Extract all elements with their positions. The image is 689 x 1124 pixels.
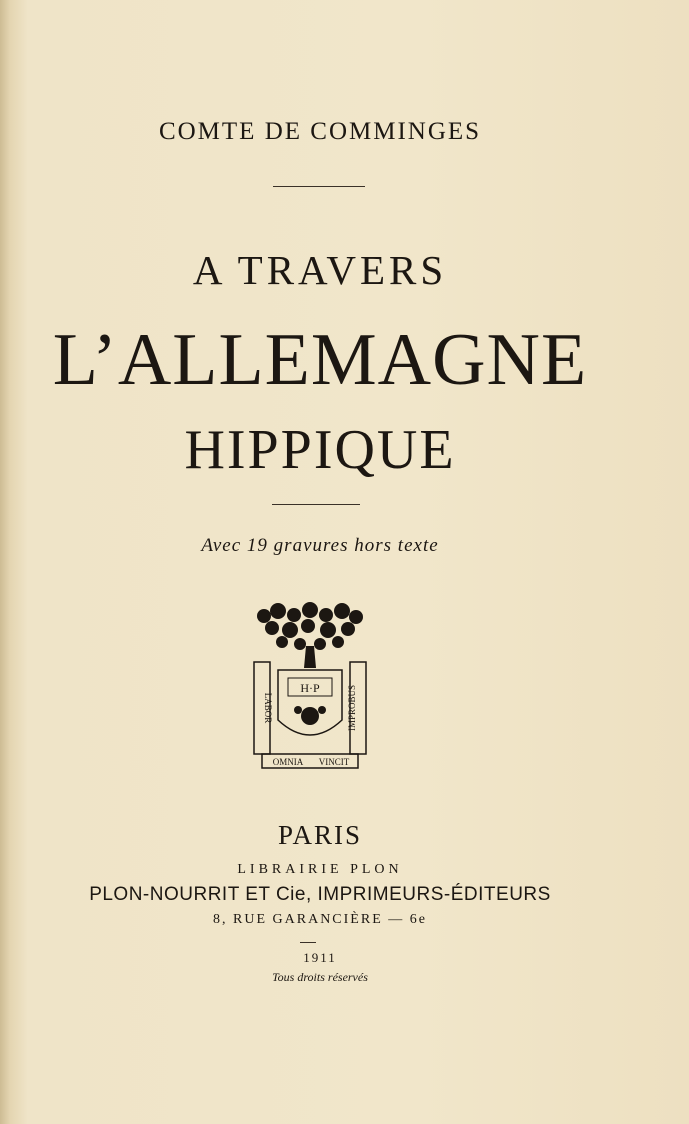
title-line-2: L’ALLEMAGNE	[52, 319, 588, 401]
publisher-emblem-icon	[248, 602, 372, 774]
divider-rule	[300, 942, 316, 943]
emblem-motto-left: LABOR	[263, 692, 273, 724]
imprint-printers: PLON-NOURRIT ET Cie, IMPRIMEURS-ÉDITEURS	[89, 884, 551, 905]
imprint-year: 1911	[303, 950, 337, 965]
emblem-motto-bottom-right: VINCIT	[318, 757, 350, 767]
imprint-address: 8, RUE GARANCIÈRE — 6e	[213, 912, 427, 927]
emblem-motto-right: IMPROBUS	[347, 684, 357, 732]
title-line-3: HIPPIQUE	[184, 419, 456, 481]
imprint-city: PARIS	[277, 820, 363, 850]
emblem-motto-bottom-left: OMNIA	[272, 757, 304, 767]
emblem-monogram: H·P	[300, 681, 320, 695]
subtitle: Avec 19 gravures hors texte	[201, 535, 439, 556]
author-name: COMTE DE COMMINGES	[158, 118, 482, 145]
divider-rule	[273, 186, 365, 187]
divider-rule	[272, 504, 360, 505]
imprint-rights: Tous droits réservés	[272, 970, 368, 984]
title-line-1: A TRAVERS	[192, 247, 448, 293]
imprint-publisher: LIBRAIRIE PLON	[237, 862, 403, 877]
